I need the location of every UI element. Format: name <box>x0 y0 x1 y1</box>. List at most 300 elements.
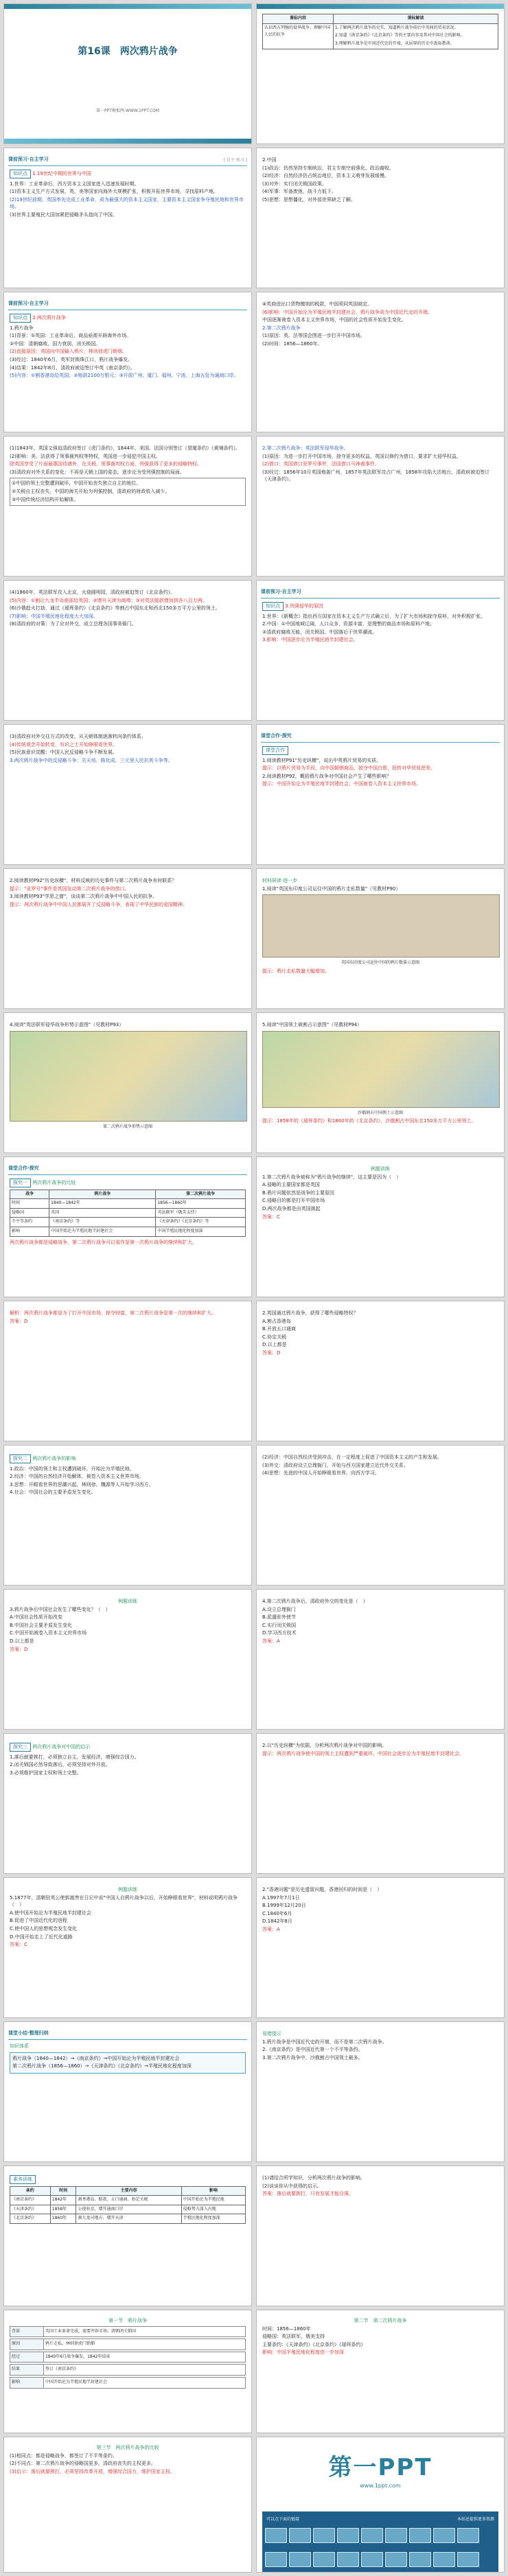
slide-36 <box>256 2437 505 2573</box>
thumbnail[interactable] <box>385 2552 407 2567</box>
slide-body <box>10 1742 246 1777</box>
tag: 探究二 <box>10 1454 31 1463</box>
text-line: (6)影响：中国开始沦为半殖民地半封建社会，鸦片战争成为中国近代史的开端。 <box>262 309 432 315</box>
option[interactable]: D.以上都是 <box>262 1342 287 1348</box>
text-line: (5)内容：①割香港岛给英国；②赔款2100万银元；③开放广州、厦门、福州、宁波、上海五处为通商口岸。 <box>10 373 239 379</box>
table-cell: 英法联军（俄美支持） <box>156 1208 246 1218</box>
option[interactable]: C.实行闭关锁国 <box>262 1622 297 1628</box>
text-line: 1.阅读教材P91"历史纵横"，说出中英鸦片贸易的实质。 <box>262 757 382 763</box>
row-value: 1840年6月战争爆发，1842年结束 <box>45 2354 111 2359</box>
slide-standards <box>256 3 505 144</box>
section-heading: 第一节 鸦片战争 <box>108 2318 147 2323</box>
text-line: (1)原因：为进一步打开中国市场，掠夺更多的权益，英国以修约为借口，要求扩大侵华权益。 <box>262 453 461 459</box>
header-title: 课堂小结·整理归纳 <box>8 2030 49 2036</box>
slide-body <box>262 1021 498 1126</box>
table-cell: 1860年 <box>50 2214 76 2224</box>
slide-body <box>262 1454 498 1478</box>
slide-body <box>10 1021 246 1131</box>
table-cell: 《天津条约》 <box>10 2205 51 2214</box>
table-header: 条约 <box>10 2186 51 2196</box>
thumbnail[interactable] <box>289 2528 311 2543</box>
text-line: 主要条约：《天津条约》《北京条约》《瑷珲条约》 <box>262 2341 366 2347</box>
text-line: 2.第二次鸦片战争：英法联军侵华战争。 <box>262 445 349 451</box>
thumbnail[interactable] <box>265 2552 287 2567</box>
row-key: 背景 <box>10 2327 44 2337</box>
row-key: 经过 <box>10 2352 44 2363</box>
table-cell: 侵略国 <box>10 1208 49 1218</box>
section-heading: 例题训练 <box>371 1166 390 1172</box>
text-line: 4.阅读"英法联军侵华战争形势示意图"（见教材P93） <box>10 1022 124 1028</box>
text-line: ②中国：清朝腐败，国力衰弱，闭关锁国。 <box>10 340 101 347</box>
table-header: 战争 <box>10 1190 49 1199</box>
box-line: ①中国的领土完整遭到破坏，中国开始丧失独立自主的地位。 <box>12 480 141 487</box>
text-line: (8)清政府的对策：为了应对外交，成立总理各国事务衙门。 <box>10 621 137 627</box>
text-line: 2.闭关锁国必然导致落后，必须坚持对外开放。 <box>10 1762 111 1768</box>
text-line: 1.落后就要挨打，必须独立自主，发展经济，增强综合国力。 <box>10 1754 139 1760</box>
brand-logo <box>257 2448 504 2482</box>
text-line: 1.鸦片战争 <box>10 325 34 331</box>
text-line: 鸦片战争（1840—1842）→《南京条约》→中国开始沦为半殖民地半封建社会 <box>12 2055 180 2061</box>
table-header: 影响 <box>181 2186 245 2196</box>
slide-14 <box>256 868 505 1009</box>
slide-23 <box>3 1589 252 1730</box>
slide-18 <box>256 1157 505 1297</box>
table-cell: 割九龙司地方、增开天津 <box>76 2214 181 2224</box>
answer: 答案：A <box>262 1638 280 1644</box>
text-line: (2)谈谈你从中获得的启示。 <box>262 2183 322 2189</box>
text-line: 提示：两次鸦片战争中中国人民都展开了反侵略斗争，表现了中华民族的爱国精神。 <box>10 901 187 907</box>
brand-url[interactable]: www.1ppt.com <box>360 2483 401 2489</box>
slide-body <box>10 445 246 506</box>
standards-item: 3.理解鸦片战争是中国近代史的开端，从屈辱的历史中汲取教训。 <box>334 40 454 46</box>
map-image <box>10 1031 247 1122</box>
question: 5.1877年，清朝驻英公使郭嵩焘在日记中说"中国人自鸦片战争以后，开始睁眼看世界"，材料说明鸦片战争（ ） <box>10 1894 238 1908</box>
table-row <box>10 2205 246 2214</box>
slide-9 <box>3 580 252 721</box>
row-value: 签订《南京条约》 <box>45 2367 79 2372</box>
slide-3 <box>3 148 252 288</box>
section-heading: 例题训练 <box>118 1599 137 1604</box>
text-line: 3.必须维护国家主权和领土完整。 <box>10 1769 82 1776</box>
text-line: (2)经济：中国自然经济受到冲击，在一定程度上促进了中国资本主义的产生和发展。 <box>262 1454 442 1460</box>
slide-27 <box>3 1877 252 2018</box>
slide-header <box>8 300 247 310</box>
answer: 答案：A <box>262 1926 280 1932</box>
text-line: 2.阅读教材P92，概括鸦片战争对中国社会产生了哪些影响？ <box>262 773 391 779</box>
text-line: 5.阅读"中国领土被割占示意图"（见教材P94） <box>262 1022 362 1028</box>
thumbnail[interactable] <box>457 2528 479 2543</box>
row-value: 鸦片走私，林则徐虎门销烟 <box>45 2341 95 2347</box>
header-title: 课堂合作·探究 <box>8 1165 39 1171</box>
thumbnail[interactable] <box>289 2552 311 2567</box>
text-line: (2)影响：美、法获得了领事裁判权等特权，英国进一步侵犯中国主权。 <box>10 453 161 459</box>
text-line: (5)内容：①割让九龙半岛南部给英国；②增开天津为商埠；③对英法赔款增加到各八百万两。 <box>10 597 207 603</box>
text-line: (3)启示：落后就要挨打，必须坚持改革开放，增强综合国力，维护国家主权。 <box>10 2468 175 2474</box>
text-line: (7)影响：中国半殖民地化程度大大加深。 <box>10 613 98 619</box>
text-line: (1)原因：英、法等国企图进一步打开中国市场。 <box>262 333 365 339</box>
text-line: 除英国享受了片面最惠国待遇外，在关税、领事裁判权方面，列强获得了更多的侵略特权。 <box>10 461 202 467</box>
text-line: 2.以"历史纵横"为依据，分析两次鸦片战争对中国的影响。 <box>262 1743 387 1748</box>
section-heading: 两次鸦片战争的影响 <box>32 1456 76 1461</box>
thumbnail[interactable] <box>433 2552 455 2567</box>
thumbnail[interactable] <box>385 2528 407 2543</box>
thumbnail[interactable] <box>313 2528 335 2543</box>
standards-item: 2.知道《南京条约》《北京条约》等的主要内容及其对中国社会的影响。 <box>334 33 465 38</box>
box-line: ②关税自主权丧失，中国的海关开始为列强控制，清政府的财政收入减少。 <box>12 488 170 494</box>
text-line: 2.阅读教材P92"历史纵横"，材料反映的历史事件与第二次鸦片战争有何联系？ <box>10 878 177 883</box>
lesson-title: 第16课 两次鸦片战争 <box>78 46 178 57</box>
impact-box <box>10 478 246 506</box>
timeline-row <box>10 2364 246 2376</box>
slide-4 <box>256 148 505 288</box>
image-caption: 英国东印度公司运往中国的鸦片数量示意图 <box>340 960 419 966</box>
option[interactable]: B.开放五口通商 <box>262 1326 297 1332</box>
option[interactable]: C.侵略目的都是打开中国市场 <box>262 1198 325 1204</box>
text-line: 提示："亚罗号"事件是英国发动第二次鸦片战争的借口。 <box>10 885 130 892</box>
thumbnail[interactable] <box>409 2528 431 2543</box>
slide-body <box>262 2174 498 2198</box>
slide-body <box>262 1598 498 1646</box>
text-line: (1)相同点：都是侵略战争，都签订了不平等条约。 <box>10 2452 117 2459</box>
option[interactable]: A.使中国开始沦为半殖民地半封建社会 <box>10 1910 91 1916</box>
slide-19 <box>3 1301 252 1441</box>
text-line: 解析：两次鸦片战争都是为了打开中国市场，掠夺财富，第二次鸦片战争是第一次的继续和扩大。 <box>10 1310 216 1316</box>
table-cell: 《南京条约》 <box>10 2196 51 2205</box>
slide-body <box>10 313 246 380</box>
table-cell: 时间 <box>10 1199 49 1209</box>
text-line: (2)19世纪前期，英国率先完成工业革命，成为最强大的资本主义国家，主要资本主义国家争夺殖民地和世界市场。 <box>10 196 244 210</box>
table-cell: 英国 <box>49 1208 156 1218</box>
slide-body <box>10 733 246 765</box>
slide-body <box>10 169 246 220</box>
text-line: 1.阅读"英国东印度公司运往中国的鸦片走私数量"（见教材P90） <box>262 885 401 892</box>
thumbnail[interactable] <box>409 2552 431 2567</box>
text-line: ④英商进出口货物缴纳的税款，中国须同英国商定。 <box>262 301 373 307</box>
option[interactable]: B.中国社会主要矛盾发生变化 <box>10 1622 73 1628</box>
site-text[interactable]: 第一PPT模板网-WWW.1PPT.COM <box>95 108 160 113</box>
slide-33 <box>3 2310 252 2433</box>
text-line: 1.世界：《新概念》指出西方国家在资本主义生产方式确立后，为了扩大市场和掠夺原料，对外积极扩张。 <box>262 613 486 619</box>
tag: 探究三 <box>10 1743 31 1752</box>
section-heading: 两次鸦片战争的比较 <box>32 1180 76 1185</box>
table-cell: 侵略势力深入内地 <box>181 2205 245 2214</box>
text-line: ②清政府腐败无能，闭关锁国，中国落后于世界潮流。 <box>262 629 378 635</box>
header-title: 课堂合作·探究 <box>261 733 292 739</box>
timeline-row <box>10 2326 246 2338</box>
text-line: (3)对外：实行闭关锁国政策。 <box>262 181 327 187</box>
tag: 知识点 <box>10 170 31 178</box>
slide-title <box>3 3 252 144</box>
section-heading: 材料研读·进一步 <box>262 878 298 883</box>
slide-body <box>262 301 498 349</box>
text-line: (1)1843年，英国又强迫清政府签订《虎门条约》，1844年，美国、法国分别签订《望厦条约》《黄埔条约》。 <box>10 445 241 451</box>
text-line: (4)结果：1842年8月，清政府被迫签订中英《南京条约》。 <box>10 364 135 371</box>
slide-29 <box>3 2021 252 2162</box>
option[interactable]: C.中国开始被卷入资本主义世界市场 <box>10 1630 87 1636</box>
slide-body <box>10 1178 246 1246</box>
slide-body <box>262 1886 498 1934</box>
section-heading: 易错提示 <box>262 2031 281 2037</box>
slide-body <box>10 2043 246 2074</box>
slide-body <box>10 2317 246 2390</box>
resource-panel <box>262 2511 498 2573</box>
table-cell: 公使驻京、增开通商口岸 <box>76 2205 181 2214</box>
text-line: (5)民族意识觉醒：中国人民反侵略斗争不断发展。 <box>10 750 117 756</box>
option[interactable]: A.割占香港岛 <box>262 1318 291 1324</box>
standards-right-cell <box>333 23 498 49</box>
slide-body <box>10 589 246 629</box>
slide-15 <box>3 1012 252 1153</box>
slide-21 <box>3 1445 252 1586</box>
table-header: 主要内容 <box>76 2186 181 2196</box>
slide-34 <box>256 2310 505 2433</box>
slide-35 <box>3 2437 252 2573</box>
header-title: 课前预习·自主学习 <box>8 301 49 306</box>
text-line: 3.阅读教材P93"学思之窗"，谈谈第二次鸦片战争中中国人民的抗争。 <box>10 894 158 900</box>
slide-11 <box>3 724 252 865</box>
standards-body <box>262 14 498 49</box>
standards-table <box>262 14 498 49</box>
section-heading: 1.19世纪中期的世界与中国 <box>32 171 91 176</box>
text-line: 提示：鸦片走私数量大幅增加。 <box>262 968 330 974</box>
compare-table <box>10 1190 246 1237</box>
text-line: 时间：1856—1860年 <box>262 2325 311 2332</box>
table-row <box>10 1227 246 1236</box>
text-line: 4.社会：中国社会的主要矛盾发生变化。 <box>10 1489 96 1496</box>
slide-31 <box>3 2166 252 2306</box>
text-line: (3)世界主要殖民大国加紧把侵略矛头指向了中国。 <box>10 211 117 218</box>
slide-body <box>262 156 498 205</box>
text-line: 3.两次鸦片战争中的反侵略斗争：关天培、陈化成、三元里人民抗英斗争等。 <box>10 757 173 763</box>
slide-20 <box>256 1301 505 1441</box>
option[interactable]: D.中国开始走上了近代化道路 <box>10 1934 73 1940</box>
table-cell: 中国开始沦为半殖民地半封建社会 <box>49 1227 156 1236</box>
section-heading: 3.列强侵华的原因 <box>285 603 323 609</box>
text-line: 第二次鸦片战争（1856—1860）→《天津条约》《北京条约》→半殖民地化程度加深 <box>12 2063 192 2069</box>
thumbnail[interactable] <box>361 2552 383 2567</box>
slide-13 <box>3 868 252 1009</box>
text-line: 1.世界：工业革命后，西方资本主义国家进入迅速发展时期。 <box>10 181 139 187</box>
slide-bottom-bar <box>4 139 251 143</box>
answer: 答案：D <box>262 1349 281 1356</box>
row-key: 结果 <box>10 2365 44 2375</box>
text-line: 提示：1858年的《瑷珲条约》和1860年的《北京条约》，沙俄割占中国东北150多万平方公里领土。 <box>262 1118 476 1124</box>
text-line: 2.第二次鸦片战争 <box>262 325 301 331</box>
answer: 答案：D <box>10 1318 28 1324</box>
text-line: (4)思想：先进的中国人开始睁眼看世界，向西方学习。 <box>262 1470 380 1476</box>
note: 两次鸦片战争都是侵略战争，第二次鸦片战争可以看作是第一次鸦片战争的继续和扩大。 <box>10 1239 197 1245</box>
section-heading: 知识体系 <box>10 2043 29 2049</box>
answer: 答案：C <box>10 1942 27 1948</box>
slide-body <box>10 1310 246 1325</box>
slide-17 <box>3 1157 252 1297</box>
text-line: (3)清政府对外交往方式的改变，从天朝体制逐渐转向条约体系。 <box>10 734 146 739</box>
text-line: 3.第二次鸦片战争中，沙俄割占中国领土最多。 <box>262 2054 363 2061</box>
option[interactable]: D.两次战争都是由英国挑起 <box>262 1205 321 1211</box>
slide-body <box>10 1598 246 1653</box>
slide-body <box>262 2317 498 2357</box>
table-cell: 半殖民地化程度加深 <box>181 2214 245 2224</box>
row-key: 影响 <box>10 2378 44 2388</box>
text-line: 侵略国：英法联军，俄美支持 <box>262 2334 325 2340</box>
text-line: 提示：以鸦片贸易为手段，向中国倾销商品，掠夺中国白银，扭转对华贸易逆差。 <box>262 765 435 771</box>
table-cell: 1856—1860年 <box>156 1199 246 1209</box>
thumbnail[interactable] <box>265 2528 287 2543</box>
slide-header <box>261 732 500 743</box>
slide-header <box>8 2030 247 2040</box>
option[interactable]: C.使中国人的思想观念发生变化 <box>10 1925 78 1931</box>
option[interactable]: A.侵略的主要国家都是英国 <box>262 1182 320 1188</box>
map-image <box>262 1031 500 1108</box>
text-line: 3.影响：中国逐步沦为半殖民地半封建社会。 <box>262 637 358 643</box>
text-line: 1.政治：中国的领土和主权遭到破坏，开始沦为半殖民地。 <box>10 1465 135 1472</box>
tag: 探究一 <box>10 1179 31 1187</box>
thumbnail[interactable] <box>337 2552 359 2567</box>
slide-7 <box>3 436 252 577</box>
text-line: (2)直接原因：英国向中国输入鸦片，林则徐虎门销烟。 <box>10 349 127 355</box>
table-cell: 不平等条约 <box>10 1218 49 1227</box>
slide-body <box>10 2444 246 2476</box>
slide-body <box>262 877 498 975</box>
option[interactable]: D.以上都是 <box>10 1638 34 1644</box>
answer: 答案：D <box>10 1646 28 1652</box>
table-row <box>10 2214 246 2224</box>
section-heading: 第二节 第二次鸦片战争 <box>354 2318 407 2323</box>
answer: 答案：C <box>262 1214 280 1220</box>
text-line: 影响：中国半殖民地化程度进一步加深 <box>262 2349 344 2356</box>
slide-top-bar <box>257 4 504 9</box>
text-line: (4)传统观念开始转变，有识之士开始睁眼看世界。 <box>10 741 117 747</box>
option[interactable]: A.中国社会性质开始改变 <box>10 1614 62 1621</box>
option[interactable]: B.促进了中国近代化的进程 <box>10 1918 68 1924</box>
slide-body <box>10 1886 246 1949</box>
slide-body <box>262 745 498 789</box>
header-title: 课前预习·自主学习 <box>261 589 301 594</box>
text-line: 2.中国：①中国地域辽阔，人口众多，资源丰富，是理想的商品市场和原料产地； <box>262 621 435 627</box>
text-line: (2)时间：1856—1860年。 <box>262 340 323 347</box>
table-header: 时间 <box>50 2186 76 2196</box>
text-line: (1)资本主义生产方式发展，英、美等国家向海外大规模扩张，积极开拓世界市场，寻找原料产地。 <box>10 189 218 195</box>
text-line: (3)经过：1856年10月英国炮轰广州，1857年英法联军攻占广州，1858年攻陷大沽炮台，清政府被迫签订《天津条约》。 <box>262 469 490 483</box>
tag: 知识点 <box>262 602 284 611</box>
text-line: (1)背景：①英国：工业革命后，商品亟需开辟海外市场。 <box>10 333 132 339</box>
treaty-table <box>10 2186 246 2224</box>
slide-body <box>262 445 498 484</box>
thumbnail[interactable] <box>337 2528 359 2543</box>
slide-body <box>262 1310 498 1358</box>
timeline-row <box>10 2377 246 2389</box>
slide-30 <box>256 2021 505 2162</box>
text-line: 3.思想：开眼看世界的思潮兴起，林则徐、魏源等人开始学习西方。 <box>10 1481 154 1487</box>
table-cell: 《南京条约》等 <box>49 1218 156 1227</box>
table-cell: 《北京条约》 <box>10 2214 51 2224</box>
standards-left-cell: 认识西方列强的侵华战争，理解中国人民的抗争 <box>263 23 334 49</box>
thumbnail[interactable] <box>361 2528 383 2543</box>
slide-5 <box>3 292 252 432</box>
links-title: 可以点下面的链接 <box>266 2517 300 2522</box>
text-line: 提示：两次鸦片战争使中国的领土主权遭到严重破坏，中国社会逐步沦为半殖民地半封建社会。 <box>262 1750 464 1756</box>
text-line: (2)借口：英国借口亚罗号事件，法国借口马神甫事件。 <box>262 461 380 467</box>
option[interactable]: B.派遣驻外使节 <box>262 1614 297 1621</box>
question: 3.鸦片战争后中国社会发生了哪些变化？（ ） <box>10 1606 111 1612</box>
timeline-row <box>10 2352 246 2363</box>
table-cell: 1858年 <box>50 2205 76 2214</box>
box-line: ③中国传统经济结构开始解体。 <box>12 496 79 502</box>
table-cell: 中国半殖民地化程度加深 <box>156 1227 246 1236</box>
table-cell: 1840—1842年 <box>49 1199 156 1209</box>
image-caption: 第二次鸦片战争形势示意图 <box>102 1124 152 1129</box>
text-line: (4)军事：军备废弛，战斗力低下。 <box>262 189 336 195</box>
table-header: 鸦片战争 <box>49 1190 156 1199</box>
slide-body <box>262 1165 498 1221</box>
tag: 课堂合作 <box>262 746 288 755</box>
text-line: (5)思想：思想僵化，对外部世界缺乏了解。 <box>262 196 356 202</box>
tag: 知识点 <box>10 314 31 323</box>
thumbnail[interactable] <box>313 2552 335 2567</box>
resources-title: 本站还提供更多资源 <box>457 2517 494 2522</box>
row-value: 中国开始沦为半殖民地半封建社会 <box>45 2379 108 2384</box>
option[interactable]: C.协定关税 <box>262 1334 287 1340</box>
question: 2.英国通过鸦片战争，获得了哪些侵略特权？ <box>262 1310 358 1316</box>
option[interactable]: B.鸦片问题依然是战争的主要原因 <box>262 1190 335 1196</box>
slide-6 <box>256 292 505 432</box>
standards-item: 1.了解两次鸦片战争的史实，知道鸦片战争前后中英间的贸易状况。 <box>334 25 459 30</box>
option[interactable]: A.1997年7月1日 <box>262 1894 300 1901</box>
table-cell: 割香港岛、赔款、五口通商、协定关税 <box>76 2196 181 2205</box>
slide-body <box>262 1742 498 1758</box>
slide-top-bar <box>4 4 251 9</box>
text-line: 2.《南京条约》是中国近代第一个不平等条约。 <box>262 2047 363 2053</box>
table-cell: 影响 <box>10 1227 49 1236</box>
thumbnail[interactable] <box>457 2552 479 2567</box>
option[interactable]: D.1842年8月 <box>262 1918 292 1925</box>
slide-10 <box>256 580 505 721</box>
table-row <box>10 1218 246 1227</box>
standards-col-1: 课标内容 <box>263 14 334 24</box>
table-cell: 中国开始沦为半殖民地 <box>181 2196 245 2205</box>
option[interactable]: A.设立总理衙门 <box>262 1606 296 1612</box>
text-line: (3)清政府对外关系的变化：不再是天朝上国的姿态，逐步沦为受列强控制的局面。 <box>10 469 185 475</box>
section-heading: 第三节 两次鸦片战争的比较 <box>96 2445 159 2450</box>
question: 2."香港问题"是历史遗留问题，香港回归的时间是（ ） <box>262 1887 382 1892</box>
row-key: 原因 <box>10 2339 44 2349</box>
table-cell: 1842年 <box>50 2196 76 2205</box>
slide-8 <box>256 436 505 577</box>
thumbnail[interactable] <box>433 2528 455 2543</box>
text-line: (2)不同点：第二次鸦片战争的侵略国更多，清政府丧失的主权更多。 <box>10 2461 156 2467</box>
slide-body <box>10 1454 246 1497</box>
timeline-row <box>10 2339 246 2350</box>
slide-header <box>261 588 500 599</box>
option[interactable]: B.1999年12月20日 <box>262 1903 306 1909</box>
slide-32 <box>256 2166 505 2306</box>
section-heading: 2.两次鸦片战争 <box>32 315 66 321</box>
slide-24 <box>256 1589 505 1730</box>
chart-image <box>262 894 500 958</box>
text-line: 2.中国 <box>262 157 277 163</box>
text-line: (6)沙俄趁火打劫，通过《瑷珲条约》《北京条约》等割占中国东北和西北150多万平方公里的领土。 <box>10 605 220 612</box>
knowledge-tree <box>10 2052 246 2074</box>
standards-col-2: 课标解读 <box>333 14 498 24</box>
table-cell: 《天津条约》《北京条约》等 <box>156 1218 246 1227</box>
option[interactable]: C.1840年6月 <box>262 1910 292 1916</box>
option[interactable]: D.学习西方技术 <box>262 1630 297 1636</box>
header-right: [ 自主·预习 ] <box>223 158 247 163</box>
text-line: (1)请结合所学知识，分析两次鸦片战争的影响。 <box>262 2175 365 2181</box>
slide-header <box>8 156 247 166</box>
table-row <box>10 1208 246 1218</box>
slide-25 <box>3 1733 252 1874</box>
